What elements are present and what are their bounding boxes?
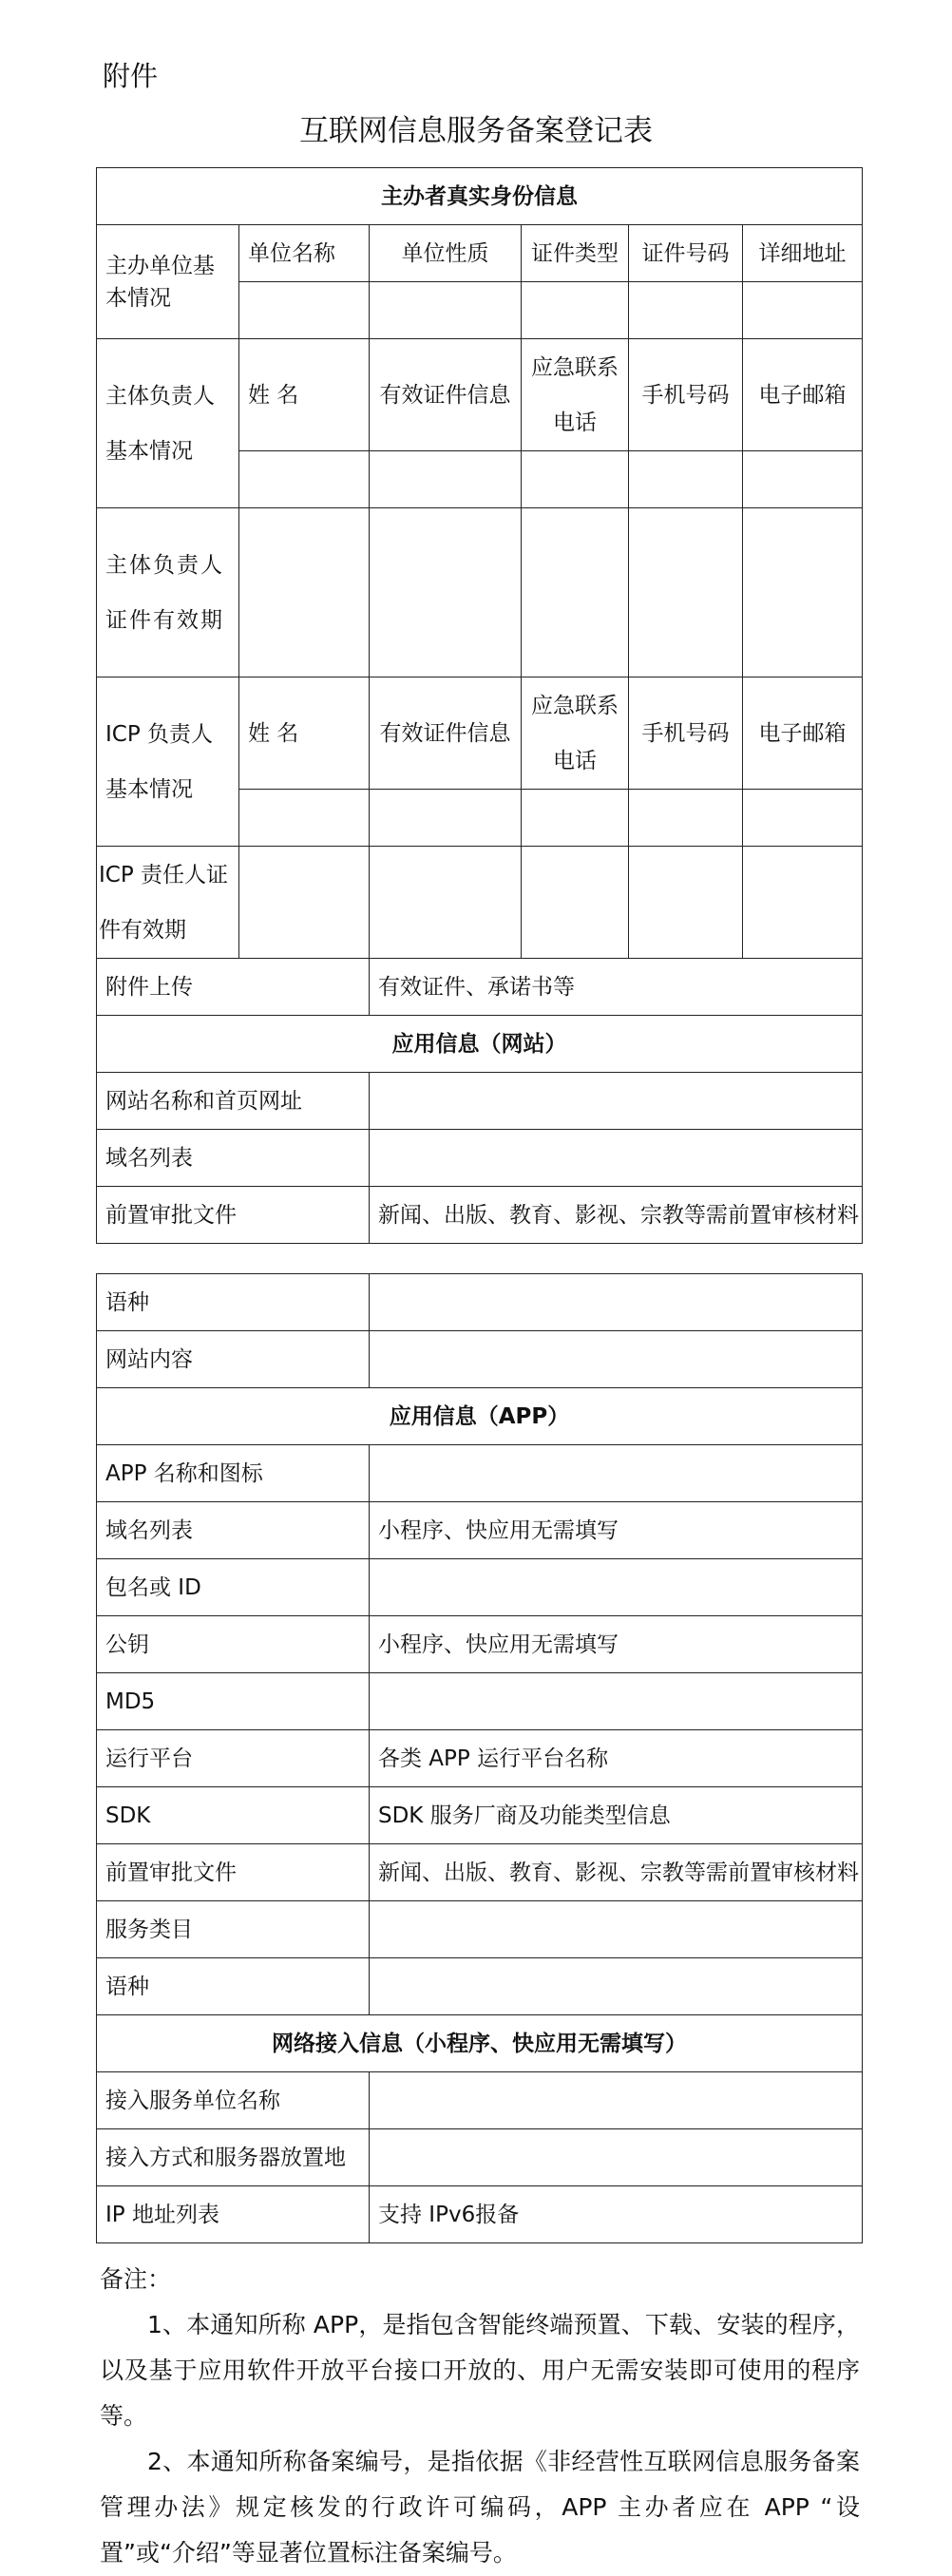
network-row-label: 接入方式和服务器放置地	[97, 2129, 370, 2186]
icp-validity-cell-5[interactable]	[743, 847, 863, 959]
app-row-value[interactable]	[370, 1559, 863, 1616]
network-row-value[interactable]	[370, 2072, 863, 2129]
app-row-label: 语种	[97, 1958, 370, 2015]
network-row-label: IP 地址列表	[97, 2186, 370, 2243]
icp-validity-cell-2[interactable]	[370, 847, 522, 959]
app-row-label: 前置审批文件	[97, 1844, 370, 1901]
unit-header-address: 详细地址	[743, 225, 863, 282]
note-item: 2、本通知所称备案编号，是指依据《非经营性互联网信息服务备案管理办法》规定核发的行政许可编码，APP 主办者应在 APP “设置”或“介绍”等显著位置标注备案编号。	[100, 2448, 860, 2566]
icp-info-label: ICP 负责人基本情况	[97, 677, 239, 847]
principal-info-label: 主体负责人基本情况	[97, 339, 239, 508]
unit-cert-type-cell[interactable]	[522, 282, 629, 339]
unit-address-cell[interactable]	[743, 282, 863, 339]
app-row-value[interactable]	[370, 1673, 863, 1730]
registration-table-part-1	[96, 167, 863, 1244]
icp-header-mobile: 手机号码	[629, 677, 743, 790]
registration-table-part-2	[96, 1273, 863, 2243]
unit-header-name: 单位名称	[239, 225, 370, 282]
app-row-label: 公钥	[97, 1616, 370, 1673]
app-row-label: 服务类目	[97, 1901, 370, 1958]
section-website-info: 应用信息（网站）	[97, 1016, 863, 1073]
app-row-label: SDK	[97, 1787, 370, 1844]
network-row-value[interactable]	[370, 2129, 863, 2186]
website-row-label: 网站名称和首页网址	[97, 1073, 370, 1130]
app-row-value[interactable]	[370, 1445, 863, 1502]
principal-validity-cell-1[interactable]	[239, 508, 370, 677]
upload-label: 附件上传	[97, 959, 370, 1016]
principal-name-cell[interactable]	[239, 451, 370, 508]
app-row-label: 包名或 ID	[97, 1559, 370, 1616]
app-row-label: MD5	[97, 1673, 370, 1730]
website-row-label: 语种	[97, 1274, 370, 1331]
network-row-value: 支持 IPv6报备	[370, 2186, 863, 2243]
website-row-label: 前置审批文件	[97, 1187, 370, 1244]
icp-header-email: 电子邮箱	[743, 677, 863, 790]
principal-validity-cell-4[interactable]	[629, 508, 743, 677]
unit-header-cert-type: 证件类型	[522, 225, 629, 282]
icp-validity-cell-4[interactable]	[629, 847, 743, 959]
sponsor-unit-label: 主办单位基本情况	[97, 225, 239, 339]
notes-section	[100, 2257, 860, 2576]
website-row-label: 域名列表	[97, 1130, 370, 1187]
principal-emergency-cell[interactable]	[522, 451, 629, 508]
website-row-value[interactable]	[370, 1274, 863, 1331]
attachment-label: 附件	[103, 60, 159, 92]
app-row-value: 小程序、快应用无需填写	[370, 1502, 863, 1559]
app-row-value: 各类 APP 运行平台名称	[370, 1730, 863, 1787]
icp-mobile-cell[interactable]	[629, 790, 743, 847]
app-row-value: 小程序、快应用无需填写	[370, 1616, 863, 1673]
icp-emergency-cell[interactable]	[522, 790, 629, 847]
principal-id-cell[interactable]	[370, 451, 522, 508]
unit-cert-number-cell[interactable]	[629, 282, 743, 339]
unit-nature-cell[interactable]	[370, 282, 522, 339]
unit-header-cert-number: 证件号码	[629, 225, 743, 282]
icp-header-emergency-phone: 应急联系电话	[522, 677, 629, 790]
icp-validity-label: ICP 责任人证件有效期	[97, 847, 239, 959]
unit-header-nature: 单位性质	[370, 225, 522, 282]
principal-validity-cell-3[interactable]	[522, 508, 629, 677]
unit-name-cell[interactable]	[239, 282, 370, 339]
principal-email-cell[interactable]	[743, 451, 863, 508]
principal-header-emergency-phone: 应急联系电话	[522, 339, 629, 451]
app-row-value: SDK 服务厂商及功能类型信息	[370, 1787, 863, 1844]
app-row-value[interactable]	[370, 1958, 863, 2015]
app-row-label: APP 名称和图标	[97, 1445, 370, 1502]
section-network-access: 网络接入信息（小程序、快应用无需填写）	[97, 2015, 863, 2072]
app-row-label: 域名列表	[97, 1502, 370, 1559]
upload-value: 有效证件、承诺书等	[370, 959, 863, 1016]
app-row-value[interactable]	[370, 1901, 863, 1958]
icp-validity-cell-3[interactable]	[522, 847, 629, 959]
principal-mobile-cell[interactable]	[629, 451, 743, 508]
icp-name-cell[interactable]	[239, 790, 370, 847]
website-row-label: 网站内容	[97, 1331, 370, 1388]
icp-header-id: 有效证件信息	[370, 677, 522, 790]
icp-email-cell[interactable]	[743, 790, 863, 847]
icp-id-cell[interactable]	[370, 790, 522, 847]
icp-header-name: 姓 名	[239, 677, 370, 790]
network-row-label: 接入服务单位名称	[97, 2072, 370, 2129]
principal-header-email: 电子邮箱	[743, 339, 863, 451]
section-app-info: 应用信息（APP）	[97, 1388, 863, 1445]
website-row-value[interactable]	[370, 1073, 863, 1130]
principal-header-id: 有效证件信息	[370, 339, 522, 451]
page-title: 互联网信息服务备案登记表	[299, 114, 653, 148]
website-row-value[interactable]	[370, 1130, 863, 1187]
principal-validity-label: 主体负责人证件有效期	[97, 508, 239, 677]
app-row-label: 运行平台	[97, 1730, 370, 1787]
website-row-value[interactable]	[370, 1331, 863, 1388]
icp-validity-cell-1[interactable]	[239, 847, 370, 959]
principal-header-mobile: 手机号码	[629, 339, 743, 451]
principal-validity-cell-5[interactable]	[743, 508, 863, 677]
notes-heading: 备注：	[100, 2265, 172, 2293]
website-row-value: 新闻、出版、教育、影视、宗教等需前置审核材料	[370, 1187, 863, 1244]
note-item: 1、本通知所称 APP，是指包含智能终端预置、下载、安装的程序，以及基于应用软件开放平台接口开放的、用户无需安装即可使用的程序等。	[100, 2311, 860, 2430]
principal-validity-cell-2[interactable]	[370, 508, 522, 677]
principal-header-name: 姓 名	[239, 339, 370, 451]
section-sponsor-identity: 主办者真实身份信息	[97, 168, 863, 225]
app-row-value: 新闻、出版、教育、影视、宗教等需前置审核材料	[370, 1844, 863, 1901]
